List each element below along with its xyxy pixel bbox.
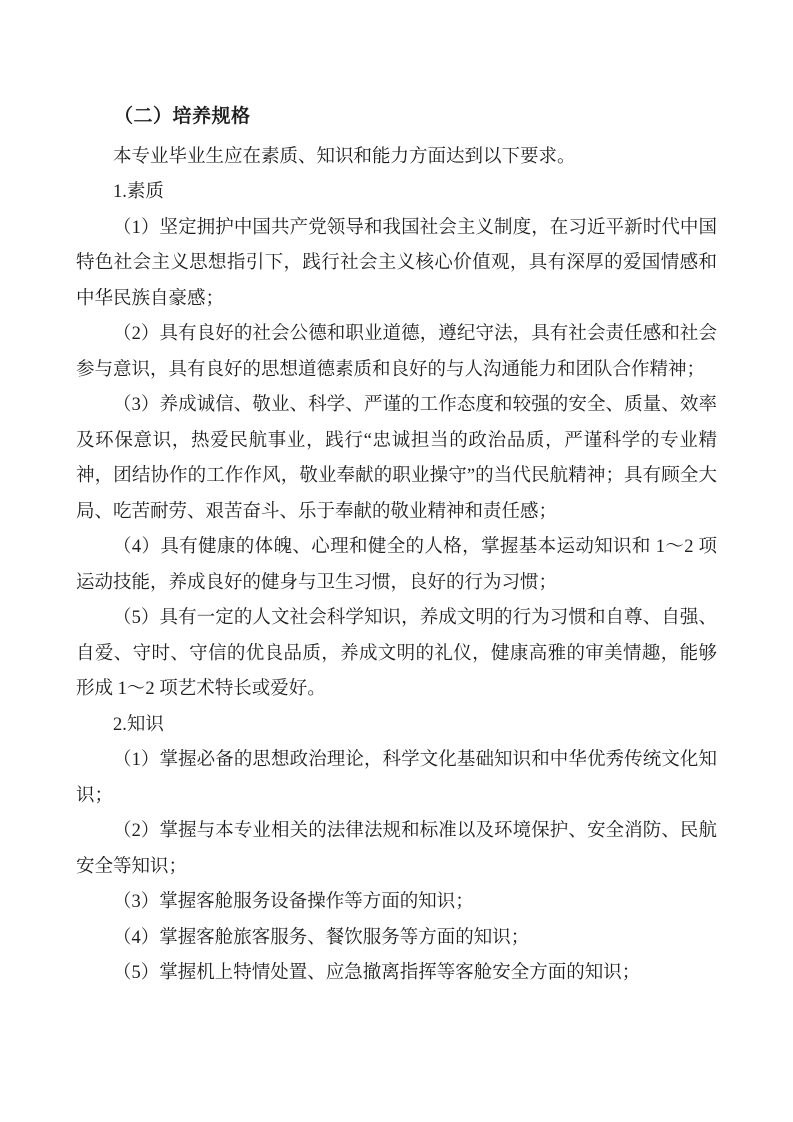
quality-item-4: （4）具有健康的体魄、心理和健全的人格，掌握基本运动知识和 1～2 项运动技能，养成良好的健身与卫生习惯，良好的行为习惯； — [76, 537, 717, 593]
knowledge-item-1: （1）掌握必备的思想政治理论，科学文化基础知识和中华优秀传统文化知识； — [76, 750, 717, 806]
knowledge-item-2: （2）掌握与本专业相关的法律法规和标准以及环境保护、安全消防、民航安全等知识； — [76, 821, 717, 877]
knowledge-item-3: （3）掌握客舱服务设备操作等方面的知识； — [113, 892, 474, 912]
list-label-quality: 1.素质 — [113, 182, 164, 202]
list-label-knowledge: 2.知识 — [113, 714, 164, 735]
document-content — [76, 99, 717, 992]
quality-item-2: （2）具有良好的社会公德和职业道德，遵纪守法，具有社会责任感和社会参与意识，具有良好的思想道德素质和良好的与人沟通能力和团队合作精神； — [76, 324, 717, 380]
knowledge-item-5: （5）掌握机上特情处置、应急撤离指挥等客舱安全方面的知识； — [113, 963, 641, 983]
paragraph-intro: 本专业毕业生应在素质、知识和能力方面达到以下要求。 — [113, 146, 576, 167]
knowledge-item-4: （4）掌握客舱旅客服务、餐饮服务等方面的知识； — [113, 927, 530, 948]
section-heading: （二）培养规格 — [114, 106, 251, 127]
quality-item-1: （1）坚定拥护中国共产党领导和我国社会主义制度，在习近平新时代中国特色社会主义思想指引下，践行社会主义核心价值观，具有深厚的爱国情感和中华民族自豪感； — [76, 217, 717, 309]
quality-item-3: （3）养成诚信、敬业、科学、严谨的工作态度和较强的安全、质量、效率及环保意识，热爱民航事业，践行“忠诚担当的政治品质，严谨科学的专业精神，团结协作的工作作风，敬业奉献的职业操守”的当代民航精神；具有顾全大局、吃苦耐劳、艰苦奋斗、乐于奉献的敬业精神和责任感； — [76, 395, 717, 522]
quality-item-5: （5）具有一定的人文社会科学知识，养成文明的行为习惯和自尊、自强、自爱、守时、守信的优良品质，养成文明的礼仪，健康高雅的审美情趣，能够形成 1～2 项艺术特长或爱好。 — [76, 608, 717, 699]
